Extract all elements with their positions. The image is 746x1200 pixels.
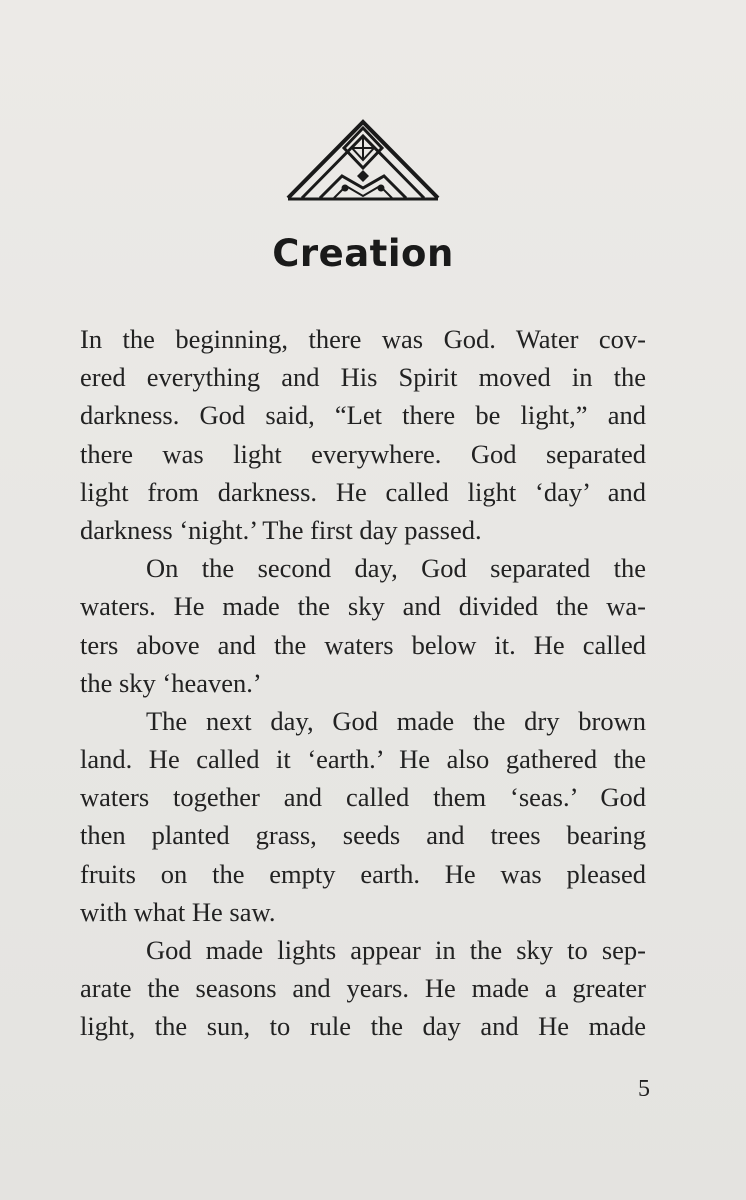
text-line: darkness. God said, “Let there be light,” and [80, 400, 646, 431]
text-line: waters. He made the sky and divided the wa- [80, 591, 646, 622]
chapter-body [80, 320, 646, 1046]
text-line: land. He called it ‘earth.’ He also gathered the [80, 744, 646, 775]
text-line: fruits on the empty earth. He was pleased [80, 858, 646, 889]
text-line: then planted grass, seeds and trees bearing [80, 820, 646, 851]
text-line: In the beginning, there was God. Water cov- [80, 324, 646, 354]
chapter-title: Creation [272, 232, 454, 275]
text-line: The next day, God made the dry brown [146, 705, 646, 736]
text-line: On the second day, God separated the [146, 553, 646, 584]
text-line: light from darkness. He called light ‘day’ and [80, 476, 646, 507]
text-line: light, the sun, to rule the day and He made [80, 1011, 646, 1042]
triangle-ornament-icon [286, 118, 440, 202]
text-line: there was light everywhere. God separated [80, 438, 646, 469]
text-line: ters above and the waters below it. He called [80, 629, 646, 660]
text-line: the sky ‘heaven.’ [80, 667, 262, 698]
text-line: with what He saw. [80, 896, 276, 927]
text-line: waters together and called them ‘seas.’ God [80, 782, 646, 813]
text-line: God made lights appear in the sky to sep- [146, 935, 646, 965]
page-number: 5 [638, 1076, 650, 1102]
text-line: ered everything and His Spirit moved in the [80, 362, 646, 393]
text-line: arate the seasons and years. He made a greater [80, 973, 646, 1004]
text-line: darkness ‘night.’ The first day passed. [80, 514, 482, 545]
